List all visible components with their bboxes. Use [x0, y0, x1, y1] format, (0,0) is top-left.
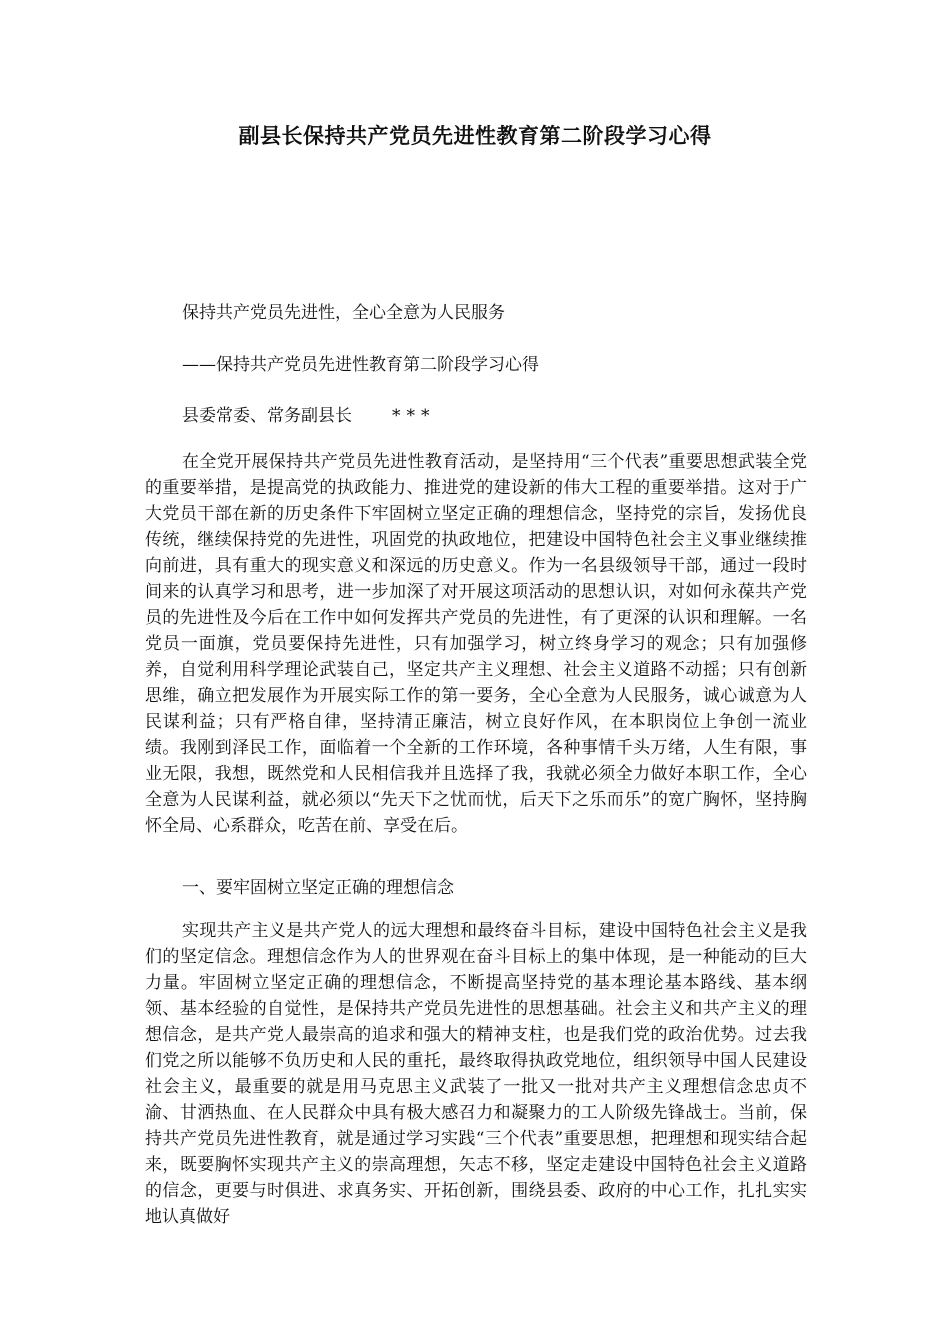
body-paragraph-2: 实现共产主义是共产党人的远大理想和最终奋斗目标，建设中国特色社会主义是我们的坚定信念。理想信念作为人的世界观在奋斗目标上的集中体现，是一种能动的巨大力量。牢固树立坚定正确的理想信念，不断提高坚持党的基本理论基本路线、基本纲领、基本经验的自觉性，是保持共产党员先进性的思想基础。社会主义和共产主义的理想信念，是共产党人最崇高的追求和强大的精神支柱，也是我们党的政治优势。过去我们党之所以能够不负历史和人民的重托，最终取得执政党地位，组织领导中国人民建设社会主义，最重要的就是用马克思主义武装了一批又一批对共产主义理想信念忠贞不渝、甘洒热血、在人民群众中具有极大感召力和凝聚力的工人阶级先锋战士。当前，保持共产党员先进性教育，就是通过学习实践“三个代表”重要思想，把理想和现实结合起来，既要胸怀实现共产主义的崇高理想，矢志不移，坚定走建设中国特色社会主义道路的信念，更要与时俱进、求真务实、开拓创新，围绕县委、政府的中心工作，扎扎实实地认真做好	[145, 921, 807, 1227]
document-subtitle: 保持共产党员先进性，全心全意为人民服务	[182, 303, 505, 323]
author-name: ***	[392, 406, 436, 426]
document-title: 副县长保持共产党员先进性教育第二阶段学习心得	[238, 124, 712, 148]
document-subtitle-secondary: ——保持共产党员先进性教育第二阶段学习心得	[182, 355, 539, 375]
author-line	[182, 401, 436, 426]
author-role: 县委常委、常务副县长	[182, 406, 352, 426]
section-heading: 一、要牢固树立坚定正确的理想信念	[182, 878, 454, 898]
body-paragraph-1: 在全党开展保持共产党员先进性教育活动，是坚持用“三个代表”重要思想武装全党的重要举措，是提高党的执政能力、推进党的建设新的伟大工程的重要举措。这对于广大党员干部在新的历史条件下牢固树立坚定正确的理想信念，坚持党的宗旨，发扬优良传统，继续保持党的先进性，巩固党的执政地位，把建设中国特色社会主义事业继续推向前进，具有重大的现实意义和深远的历史意义。作为一名县级领导干部，通过一段时间来的认真学习和思考，进一步加深了对开展这项活动的思想认识，对如何永葆共产党员的先进性及今后在工作中如何发挥共产党员的先进性，有了更深的认识和理解。一名党员一面旗，党员要保持先进性，只有加强学习，树立终身学习的观念；只有加强修养，自觉利用科学理论武装自己，坚定共产主义理想、社会主义道路不动摇；只有创新思维，确立把发展作为开展实际工作的第一要务，全心全意为人民服务，诚心诚意为人民谋利益；只有严格自律，坚持清正廉洁，树立良好作风，在本职岗位上争创一流业绩。我刚到泽民工作，面临着一个全新的工作环境，各种事情千头万绪，人生有限，事业无限，我想，既然党和人民相信我并且选择了我，我就必须全力做好本职工作，全心全意为人民谋利益，就必须以“先天下之忧而忧，后天下之乐而乐”的宽广胸怀，坚持胸怀全局、心系群众，吃苦在前、享受在后。	[145, 452, 807, 836]
